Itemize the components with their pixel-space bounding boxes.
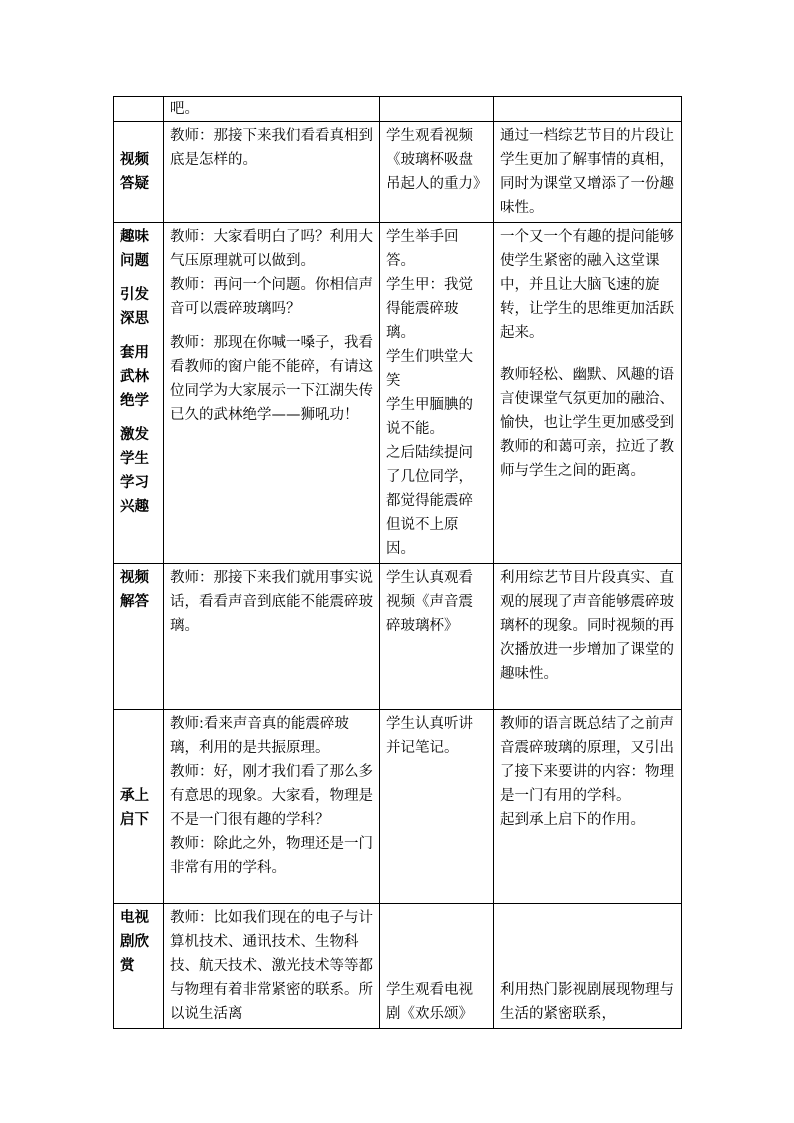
student-cell: 学生观看电视剧《欢乐颂》	[380, 904, 494, 1029]
stage-cell: 趣味 问题 引发 深思 套用 武林 绝学 激发 学生 学习 兴趣	[114, 223, 164, 564]
teacher-cell: 吧。	[164, 97, 380, 122]
teacher-cell: 教师：那接下来我们看看真相到底是怎样的。	[164, 122, 380, 223]
student-cell: 学生认真听讲并记笔记。	[380, 710, 494, 904]
table-row	[114, 223, 682, 564]
table-row	[114, 564, 682, 710]
lesson-plan-table	[113, 96, 682, 1029]
student-cell	[380, 97, 494, 122]
teacher-cell: 教师:看来声音真的能震碎玻璃，利用的是共振原理。 教师：好，刚才我们看了那么多有意思的现象。大家看，物理是不是一门很有趣的学科？ 教师：除此之外，物理还是一门非常有用的学科。	[164, 710, 380, 904]
stage-cell: 电视 剧欣 赏	[114, 904, 164, 1029]
teacher-cell: 教师：比如我们现在的电子与计算机技术、通讯技术、生物科技、航天技术、激光技术等等都与物理有着非常紧密的联系。所以说生活离	[164, 904, 380, 1029]
stage-cell: 承上 启下	[114, 710, 164, 904]
student-cell: 学生举手回答。 学生甲：我觉得能震碎玻璃。 学生们哄堂大笑 学生甲腼腆的说不能。 之后陆续提问了几位同学，都觉得能震碎但说不上原因。	[380, 223, 494, 564]
table-row	[114, 97, 682, 122]
teacher-cell: 教师：那接下来我们就用事实说话，看看声音到底能不能震碎玻璃。	[164, 564, 380, 710]
stage-cell	[114, 97, 164, 122]
intent-cell: 通过一档综艺节目的片段让学生更加了解事情的真相，同时为课堂又增添了一份趣味性。	[494, 122, 682, 223]
intent-cell: 利用热门影视剧展现物理与生活的紧密联系，	[494, 904, 682, 1029]
table-row	[114, 904, 682, 1029]
intent-cell: 教师的语言既总结了之前声音震碎玻璃的原理，又引出了接下来要讲的内容：物理是一门有用的学科。 起到承上启下的作用。	[494, 710, 682, 904]
student-cell: 学生观看视频《玻璃杯吸盘吊起人的重力》	[380, 122, 494, 223]
intent-cell: 一个又一个有趣的提问能够使学生紧密的融入这堂课中，并且让大脑飞速的旋转，让学生的思维更加活跃起来。 教师轻松、幽默、风趣的语言使课堂气氛更加的融洽、愉快，也让学生更加感受到教师的和蔼可亲，拉近了教师与学生之间的距离。	[494, 223, 682, 564]
intent-cell: 利用综艺节目片段真实、直观的展现了声音能够震碎玻璃杯的现象。同时视频的再次播放进一步增加了课堂的趣味性。	[494, 564, 682, 710]
student-cell: 学生认真观看视频《声音震碎玻璃杯》	[380, 564, 494, 710]
table-row	[114, 710, 682, 904]
teacher-cell: 教师：大家看明白了吗？利用大气压原理就可以做到。 教师：再问一个问题。你相信声音可以震碎玻璃吗？ 教师：那现在你喊一嗓子，我看看教师的窗户能不能碎，有请这位同学为大家展示一下江湖失传已久的武林绝学——狮吼功！	[164, 223, 380, 564]
stage-cell: 视频 解答	[114, 564, 164, 710]
stage-cell: 视频 答疑	[114, 122, 164, 223]
intent-cell	[494, 97, 682, 122]
table-row	[114, 122, 682, 223]
